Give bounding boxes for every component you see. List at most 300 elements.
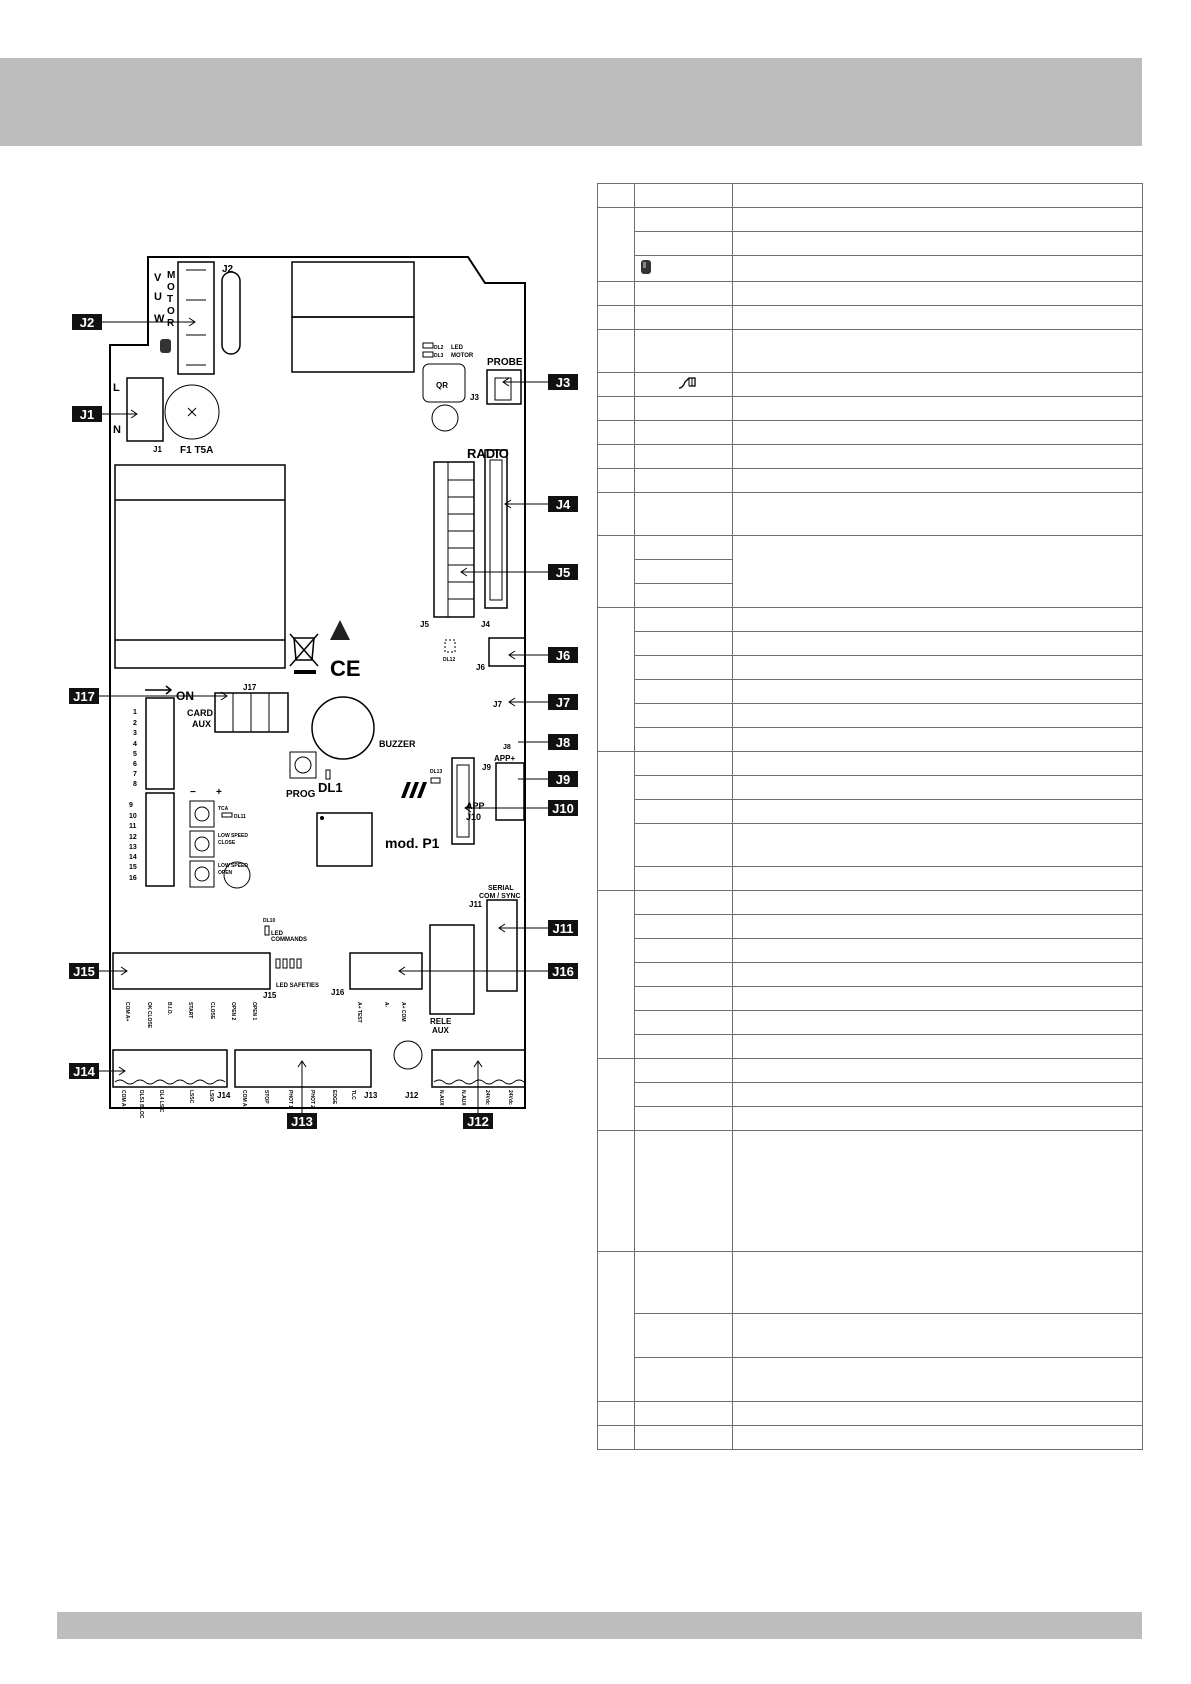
table-cell-description bbox=[733, 256, 1143, 282]
table-cell-connector bbox=[598, 1059, 635, 1131]
on-label: ON bbox=[176, 689, 194, 703]
callout-j5 bbox=[461, 564, 578, 580]
table-row bbox=[598, 963, 1143, 987]
terminal-label: A- bbox=[383, 1002, 389, 1008]
table-cell-connector bbox=[598, 445, 635, 469]
led-motor-label-2: MOTOR bbox=[451, 353, 474, 359]
table-row bbox=[598, 656, 1143, 680]
j13-label: J13 bbox=[364, 1091, 378, 1100]
table-row bbox=[598, 1252, 1143, 1314]
dip-number: 16 bbox=[129, 875, 137, 882]
table-cell-description bbox=[733, 632, 1143, 656]
table-row bbox=[598, 752, 1143, 776]
table-cell-terminal bbox=[635, 1402, 733, 1426]
terminal-label: 24Vdc + bbox=[507, 1090, 513, 1110]
motor-letter-v: V bbox=[154, 272, 162, 284]
table-row bbox=[598, 232, 1143, 256]
j6-label: J6 bbox=[476, 663, 485, 672]
dip-number: 6 bbox=[133, 761, 137, 768]
table-cell-connector bbox=[598, 208, 635, 282]
j15-terminal-labels bbox=[124, 1002, 257, 1029]
table-row bbox=[598, 680, 1143, 704]
table-cell-description bbox=[733, 1131, 1143, 1252]
j11-connector bbox=[487, 900, 517, 991]
table-cell-terminal bbox=[635, 939, 733, 963]
dl11-label: DL11 bbox=[234, 814, 246, 820]
terminal-label: PHOT 2 bbox=[309, 1090, 315, 1109]
table-cell-description bbox=[733, 704, 1143, 728]
terminal-label: A+ TEST bbox=[356, 1002, 362, 1023]
table-cell-description bbox=[733, 306, 1143, 330]
serial-label-2: COM / SYNC bbox=[479, 893, 521, 900]
table-cell-description bbox=[733, 800, 1143, 824]
table-row bbox=[598, 1107, 1143, 1131]
table-cell-terminal bbox=[635, 282, 733, 306]
low-speed-open-label-2: OPEN bbox=[218, 870, 233, 876]
table-cell-terminal bbox=[635, 536, 733, 560]
magnet-icon bbox=[640, 259, 652, 278]
table-cell-description bbox=[733, 728, 1143, 752]
esd-icon bbox=[330, 620, 350, 640]
terminal-label: DL4 LSIC bbox=[158, 1090, 164, 1113]
table-cell-terminal bbox=[635, 584, 733, 608]
callout-label: J17 bbox=[73, 689, 95, 704]
table-row bbox=[598, 1402, 1143, 1426]
callout-j9 bbox=[518, 771, 578, 787]
ce-mark: CE bbox=[330, 656, 361, 681]
callout-label: J13 bbox=[291, 1114, 313, 1129]
table-cell-connector bbox=[598, 469, 635, 493]
table-cell-terminal bbox=[635, 867, 733, 891]
capacitor-icon bbox=[160, 339, 171, 353]
dip-number: 13 bbox=[129, 844, 137, 851]
dl2-label: DL2 bbox=[434, 345, 444, 351]
table-cell-terminal bbox=[635, 256, 733, 282]
table-cell-terminal bbox=[635, 469, 733, 493]
table-cell-description bbox=[733, 1107, 1143, 1131]
prog-button bbox=[290, 752, 316, 778]
j10-label: J10 bbox=[466, 812, 482, 822]
callout-label: J15 bbox=[73, 964, 95, 979]
weee-icon bbox=[290, 634, 318, 674]
j3-label: J3 bbox=[470, 393, 479, 402]
j17-label: J17 bbox=[243, 683, 257, 692]
table-cell-terminal bbox=[635, 728, 733, 752]
terminal-label: N.AUX bbox=[460, 1090, 466, 1106]
tca-trimmer bbox=[190, 801, 214, 827]
dl1-label: DL1 bbox=[318, 780, 343, 795]
probe-label: PROBE bbox=[487, 357, 523, 368]
table-cell-description bbox=[733, 445, 1143, 469]
table-cell-terminal bbox=[635, 1083, 733, 1107]
callout-label: J1 bbox=[79, 407, 95, 422]
table-row bbox=[598, 397, 1143, 421]
table-row bbox=[598, 306, 1143, 330]
model-label: mod. P1 bbox=[385, 835, 440, 851]
table-row bbox=[598, 608, 1143, 632]
table-row bbox=[598, 867, 1143, 891]
table-cell-connector bbox=[598, 536, 635, 608]
terminal-label: OK CLOSE bbox=[146, 1002, 152, 1029]
table-cell-description bbox=[733, 1426, 1143, 1450]
terminal-label: 24Vdc bbox=[484, 1090, 490, 1105]
callout-j15 bbox=[69, 963, 127, 979]
table-cell-connector bbox=[598, 184, 635, 208]
table-cell-connector bbox=[598, 1426, 635, 1450]
table-cell-terminal bbox=[635, 208, 733, 232]
dip-number: 3 bbox=[133, 730, 137, 737]
table-cell-description bbox=[733, 1083, 1143, 1107]
j11-label: J11 bbox=[469, 900, 482, 909]
table-cell-description bbox=[733, 656, 1143, 680]
table-cell-terminal bbox=[635, 560, 733, 584]
footer-bar bbox=[57, 1612, 1142, 1639]
app-label: APP bbox=[466, 801, 485, 811]
table-cell-terminal bbox=[635, 330, 733, 373]
j13-terminal bbox=[235, 1050, 371, 1087]
table-cell-description bbox=[733, 1314, 1143, 1358]
table-cell-description bbox=[733, 963, 1143, 987]
table-row bbox=[598, 824, 1143, 867]
j5-label: J5 bbox=[420, 620, 429, 629]
line-l-label: L bbox=[113, 382, 120, 394]
terminal-label: CLOSE bbox=[209, 1002, 215, 1020]
j14-terminal bbox=[113, 1050, 227, 1087]
table-row bbox=[598, 1314, 1143, 1358]
table-cell-description bbox=[733, 208, 1143, 232]
trimmer-minus: − bbox=[190, 787, 196, 798]
table-cell-description bbox=[733, 987, 1143, 1011]
table-cell-terminal bbox=[635, 184, 733, 208]
table-cell-terminal bbox=[635, 656, 733, 680]
terminal-label: COM A+ bbox=[124, 1002, 130, 1022]
callout-label: J16 bbox=[552, 964, 574, 979]
line-n-label: N bbox=[113, 424, 121, 436]
callout-label: J10 bbox=[552, 801, 574, 816]
table-cell-description bbox=[733, 1011, 1143, 1035]
dl12-label: DL12 bbox=[443, 657, 456, 663]
buzzer bbox=[312, 697, 374, 759]
table-cell-description bbox=[733, 536, 1143, 608]
table-cell-description bbox=[733, 282, 1143, 306]
fuse-label: F1 T5A bbox=[180, 445, 214, 456]
dip-number: 12 bbox=[129, 834, 137, 841]
led-commands-label-1: LED bbox=[271, 931, 283, 937]
callout-j2 bbox=[72, 314, 195, 330]
callout-label: J14 bbox=[73, 1064, 95, 1079]
dl10-label: DL10 bbox=[263, 918, 276, 924]
table-cell-description bbox=[733, 493, 1143, 536]
buzzer-label: BUZZER bbox=[379, 739, 416, 749]
table-cell-description bbox=[733, 397, 1143, 421]
table-cell-terminal bbox=[635, 232, 733, 256]
table-cell-terminal bbox=[635, 1107, 733, 1131]
dip-switch-9-16 bbox=[146, 793, 174, 886]
trimmer-plus: + bbox=[216, 787, 222, 798]
callout-label: J9 bbox=[555, 772, 571, 787]
table-row bbox=[598, 445, 1143, 469]
radio-label: RADIO bbox=[467, 446, 509, 461]
table-cell-description bbox=[733, 824, 1143, 867]
table-cell-description bbox=[733, 1402, 1143, 1426]
j12-label: J12 bbox=[405, 1091, 419, 1100]
table-cell-terminal bbox=[635, 1035, 733, 1059]
j4-label: J4 bbox=[481, 620, 490, 629]
table-cell-terminal bbox=[635, 752, 733, 776]
callout-label: J8 bbox=[555, 735, 571, 750]
terminal-label: STOP bbox=[263, 1090, 269, 1104]
callout-label: J5 bbox=[555, 565, 571, 580]
motor-letter-u: U bbox=[154, 291, 162, 303]
table-row bbox=[598, 373, 1143, 397]
table-cell-connector bbox=[598, 306, 635, 330]
low-speed-close-trimmer bbox=[190, 831, 214, 857]
table-cell-description bbox=[733, 330, 1143, 373]
j1-label: J1 bbox=[153, 445, 162, 454]
table-row bbox=[598, 1059, 1143, 1083]
table-cell-terminal bbox=[635, 306, 733, 330]
table-cell-terminal bbox=[635, 373, 733, 397]
table-row bbox=[598, 256, 1143, 282]
j2-terminal bbox=[178, 262, 214, 374]
j15-label: J15 bbox=[263, 991, 277, 1000]
j16-terminal-labels bbox=[356, 1002, 406, 1023]
table-cell-description bbox=[733, 1059, 1143, 1083]
table-cell-terminal bbox=[635, 445, 733, 469]
table-cell-description bbox=[733, 373, 1143, 397]
terminal-label: PHOT 1 bbox=[287, 1090, 293, 1109]
control-board-diagram bbox=[0, 0, 600, 1140]
table-row bbox=[598, 330, 1143, 373]
table-row bbox=[598, 282, 1143, 306]
table-cell-terminal bbox=[635, 800, 733, 824]
terminal-label: OPEN 2 bbox=[230, 1002, 236, 1021]
table-cell-connector bbox=[598, 1252, 635, 1402]
table-cell-connector bbox=[598, 282, 635, 306]
table-cell-description bbox=[733, 776, 1143, 800]
table-cell-connector bbox=[598, 373, 635, 397]
table-cell-description bbox=[733, 939, 1143, 963]
table-cell-connector bbox=[598, 608, 635, 752]
j16-label: J16 bbox=[331, 988, 345, 997]
table-cell-connector bbox=[598, 421, 635, 445]
table-cell-terminal bbox=[635, 824, 733, 867]
table-row bbox=[598, 632, 1143, 656]
table-cell-terminal bbox=[635, 608, 733, 632]
table-row bbox=[598, 915, 1143, 939]
table-row bbox=[598, 1083, 1143, 1107]
aux-label: AUX bbox=[192, 719, 212, 729]
j15-terminal bbox=[113, 953, 270, 989]
j14-label: J14 bbox=[217, 1091, 231, 1100]
motor-letter-w: W bbox=[154, 313, 165, 325]
table-cell-terminal bbox=[635, 632, 733, 656]
table-row bbox=[598, 1131, 1143, 1252]
dl3-label: DL3 bbox=[434, 353, 444, 359]
lamp-icon bbox=[675, 374, 699, 395]
table-cell-terminal bbox=[635, 1358, 733, 1402]
table-row bbox=[598, 1358, 1143, 1402]
table-cell-connector bbox=[598, 397, 635, 421]
terminal-label: N.AUX bbox=[438, 1090, 444, 1106]
table-cell-description bbox=[733, 891, 1143, 915]
table-cell-terminal bbox=[635, 704, 733, 728]
rele-aux bbox=[430, 925, 474, 1014]
terminal-label: OPEN 1 bbox=[251, 1002, 257, 1021]
callout-j8 bbox=[518, 734, 578, 750]
table-cell-connector bbox=[598, 330, 635, 373]
terminal-label: COM A+ bbox=[120, 1090, 126, 1110]
connection-table-body bbox=[598, 184, 1143, 1450]
rele-label-1: RELE bbox=[430, 1017, 452, 1026]
transformer bbox=[115, 465, 285, 668]
j4-connector bbox=[485, 450, 507, 608]
table-row bbox=[598, 891, 1143, 915]
callout-j7 bbox=[509, 694, 578, 710]
table-cell-terminal bbox=[635, 776, 733, 800]
table-cell-description bbox=[733, 469, 1143, 493]
table-row bbox=[598, 1011, 1143, 1035]
j6-connector bbox=[489, 638, 525, 666]
dip-number: 15 bbox=[129, 864, 137, 871]
card-label: CARD bbox=[187, 708, 213, 718]
table-cell-description bbox=[733, 752, 1143, 776]
table-row bbox=[598, 800, 1143, 824]
table-cell-terminal bbox=[635, 891, 733, 915]
callout-label: J11 bbox=[552, 921, 574, 936]
table-cell-description bbox=[733, 1358, 1143, 1402]
callout-label: J12 bbox=[467, 1114, 489, 1129]
connection-table bbox=[597, 183, 1143, 1450]
j7-label: J7 bbox=[493, 700, 502, 709]
low-speed-open-label-1: LOW SPEED bbox=[218, 863, 249, 869]
table-row bbox=[598, 469, 1143, 493]
motor-word-o1: O bbox=[167, 282, 175, 293]
j12-terminal-labels bbox=[438, 1090, 513, 1109]
table-cell-description bbox=[733, 608, 1143, 632]
led-safeties-label: LED SAFETIES bbox=[276, 983, 320, 989]
board-outline bbox=[110, 257, 525, 1108]
j5-radio-connector bbox=[434, 462, 474, 617]
dl13-label: DL13 bbox=[430, 769, 443, 775]
j13-terminal-labels bbox=[241, 1090, 356, 1109]
table-cell-terminal bbox=[635, 1314, 733, 1358]
terminal-label: A+ COM bbox=[400, 1002, 406, 1022]
table-row bbox=[598, 728, 1143, 752]
motor-word-m: M bbox=[167, 270, 176, 281]
dip-switch-1-8 bbox=[146, 698, 174, 789]
serial-label-1: SERIAL bbox=[488, 885, 514, 892]
table-cell-terminal bbox=[635, 397, 733, 421]
terminal-label: B.I.O. bbox=[166, 1002, 172, 1016]
low-speed-close-label-1: LOW SPEED bbox=[218, 833, 249, 839]
table-row bbox=[598, 536, 1143, 560]
led-commands-label-2: COMMANDS bbox=[271, 937, 307, 943]
table-cell-description bbox=[733, 915, 1143, 939]
table-cell-terminal bbox=[635, 493, 733, 536]
table-cell-description bbox=[733, 1035, 1143, 1059]
table-row bbox=[598, 939, 1143, 963]
terminal-label: EDGE bbox=[331, 1090, 337, 1105]
terminal-label: DLS1 BLOC bbox=[138, 1090, 144, 1119]
motor-word-r: R bbox=[167, 318, 175, 329]
motor-letters bbox=[154, 270, 175, 329]
table-cell-connector bbox=[598, 752, 635, 891]
table-cell-terminal bbox=[635, 987, 733, 1011]
table-cell-terminal bbox=[635, 421, 733, 445]
j2-varistor bbox=[222, 272, 240, 354]
callout-j6 bbox=[509, 647, 578, 663]
table-row bbox=[598, 987, 1143, 1011]
callout-j3 bbox=[503, 374, 578, 390]
app-plus-label: APP+ bbox=[494, 754, 516, 763]
callout-label: J7 bbox=[555, 695, 571, 710]
qr-label: QR bbox=[436, 381, 448, 390]
j9-label: J9 bbox=[482, 763, 491, 772]
table-row bbox=[598, 421, 1143, 445]
j14-terminal-labels bbox=[120, 1090, 214, 1119]
dip-number: 5 bbox=[133, 751, 137, 758]
table-cell-connector bbox=[598, 1131, 635, 1252]
j2-label: J2 bbox=[222, 264, 234, 275]
callout-label: J4 bbox=[555, 497, 571, 512]
prog-label: PROG bbox=[286, 789, 316, 800]
terminal-label: TLC bbox=[350, 1090, 356, 1100]
j8-label: J8 bbox=[503, 744, 511, 751]
terminal-label: LSIO bbox=[208, 1090, 214, 1102]
tca-label: TCA bbox=[218, 806, 229, 812]
rele-label-2: AUX bbox=[432, 1026, 449, 1035]
table-row bbox=[598, 704, 1143, 728]
table-cell-terminal bbox=[635, 680, 733, 704]
table-row bbox=[598, 1426, 1143, 1450]
callout-label: J6 bbox=[555, 648, 571, 663]
table-row bbox=[598, 1035, 1143, 1059]
callout-j16 bbox=[399, 963, 578, 979]
probe-connector bbox=[487, 370, 521, 404]
table-row bbox=[598, 776, 1143, 800]
table-cell-terminal bbox=[635, 963, 733, 987]
dip-number: 2 bbox=[133, 720, 137, 727]
motor-word-o2: O bbox=[167, 306, 175, 317]
dip-number: 4 bbox=[133, 741, 137, 748]
dip-number: 10 bbox=[129, 813, 137, 820]
j9-connector bbox=[496, 763, 524, 820]
table-row bbox=[598, 208, 1143, 232]
j1-terminal bbox=[127, 378, 163, 441]
dip-numbers bbox=[129, 709, 137, 882]
led-motor-label-1: LED bbox=[451, 345, 463, 351]
table-cell-terminal bbox=[635, 1426, 733, 1450]
table-cell-connector bbox=[598, 493, 635, 536]
motor-word-t: T bbox=[167, 294, 174, 305]
dip-number: 1 bbox=[133, 709, 137, 716]
low-speed-close-label-2: CLOSE bbox=[218, 840, 236, 846]
callout-label: J3 bbox=[555, 375, 571, 390]
terminal-label: START bbox=[187, 1002, 193, 1019]
dip-number: 14 bbox=[129, 854, 137, 861]
terminal-label: COM A+ bbox=[241, 1090, 247, 1110]
table-cell-description bbox=[733, 232, 1143, 256]
callout-label: J2 bbox=[79, 315, 95, 330]
table-cell-terminal bbox=[635, 1059, 733, 1083]
table-row bbox=[598, 493, 1143, 536]
table-cell-description bbox=[733, 421, 1143, 445]
microcontroller bbox=[317, 813, 372, 866]
table-cell-terminal bbox=[635, 1131, 733, 1252]
callout-j11 bbox=[499, 920, 578, 936]
logo-icon bbox=[401, 782, 427, 798]
